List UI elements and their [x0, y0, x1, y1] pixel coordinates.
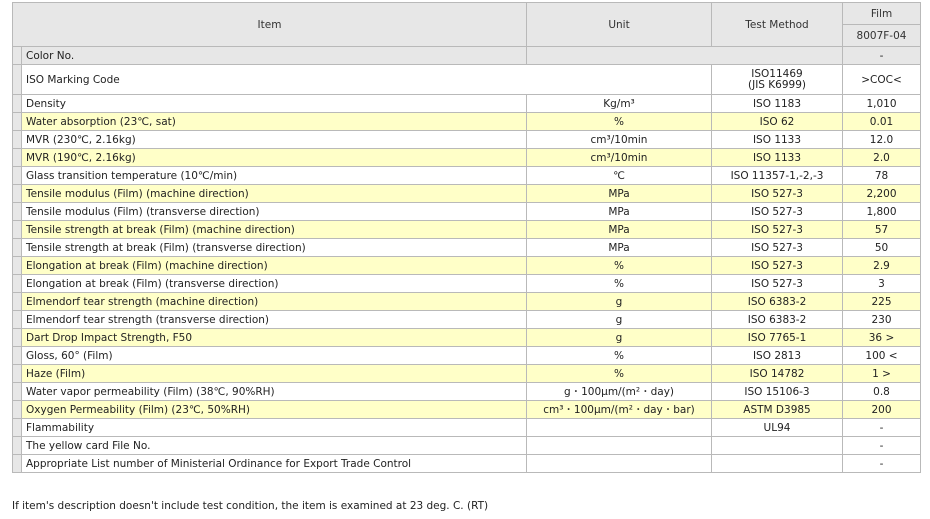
- row-item: Elmendorf tear strength (transverse direction): [22, 311, 527, 329]
- row-test-method: ISO 11357-1,-2,-3: [712, 167, 843, 185]
- row-item: Haze (Film): [22, 365, 527, 383]
- header-grade: 8007F-04: [843, 25, 921, 47]
- row-unit: MPa: [527, 221, 712, 239]
- table-row: [13, 329, 921, 347]
- row-value: 0.8: [843, 383, 921, 401]
- table-row: [13, 65, 921, 95]
- row-value: 1,800: [843, 203, 921, 221]
- table-row: [13, 347, 921, 365]
- row-value: 50: [843, 239, 921, 257]
- row-item: Elongation at break (Film) (transverse direction): [22, 275, 527, 293]
- row-value: 200: [843, 401, 921, 419]
- row-stub: [13, 47, 22, 65]
- row-test-method: ISO 6383-2: [712, 311, 843, 329]
- row-stub: [13, 167, 22, 185]
- row-item: Water vapor permeability (Film) (38℃, 90%RH): [22, 383, 527, 401]
- row-item: Elmendorf tear strength (machine direction): [22, 293, 527, 311]
- row-test-method: ISO 527-3: [712, 275, 843, 293]
- row-unit: %: [527, 365, 712, 383]
- row-unit: [527, 437, 712, 455]
- row-test-method: ISO 527-3: [712, 203, 843, 221]
- row-stub: [13, 437, 22, 455]
- row-value: 100 <: [843, 347, 921, 365]
- table-row: [13, 203, 921, 221]
- table-row: [13, 239, 921, 257]
- row-value: 12.0: [843, 131, 921, 149]
- row-value: -: [843, 419, 921, 437]
- row-stub: [13, 131, 22, 149]
- row-test-method: [712, 455, 843, 473]
- row-item: Oxygen Permeability (Film) (23℃, 50%RH): [22, 401, 527, 419]
- table-row: [13, 95, 921, 113]
- row-unit: [527, 419, 712, 437]
- row-value: 57: [843, 221, 921, 239]
- row-item: MVR (230℃, 2.16kg): [22, 131, 527, 149]
- row-test-method: ISO 1183: [712, 95, 843, 113]
- row-value: 1,010: [843, 95, 921, 113]
- row-unit: [527, 455, 712, 473]
- row-stub: [13, 239, 22, 257]
- row-item: Tensile modulus (Film) (machine direction): [22, 185, 527, 203]
- row-item: Gloss, 60° (Film): [22, 347, 527, 365]
- row-test-method: ISO 1133: [712, 149, 843, 167]
- row-unit: cm³/10min: [527, 149, 712, 167]
- row-test-method: ISO 14782: [712, 365, 843, 383]
- row-stub: [13, 185, 22, 203]
- row-stub: [13, 257, 22, 275]
- footnote: If item's description doesn't include test condition, the item is examined at 23 deg. C. (RT): [12, 500, 489, 512]
- header-test-method: Test Method: [712, 3, 843, 47]
- row-value: -: [843, 455, 921, 473]
- row-unit: ℃: [527, 167, 712, 185]
- table-row: [13, 221, 921, 239]
- row-item: Appropriate List number of Ministerial Ordinance for Export Trade Control: [22, 455, 527, 473]
- row-value: 225: [843, 293, 921, 311]
- table-row: [13, 455, 921, 473]
- table-row: [13, 401, 921, 419]
- row-stub: [13, 455, 22, 473]
- row-stub: [13, 65, 22, 95]
- row-test-method: ISO 7765-1: [712, 329, 843, 347]
- row-stub: [13, 401, 22, 419]
- row-test-method: UL94: [712, 419, 843, 437]
- header-film: Film: [843, 3, 921, 25]
- table-row: [13, 311, 921, 329]
- table-row: [13, 383, 921, 401]
- row-unit: cm³/10min: [527, 131, 712, 149]
- row-unit: cm³・100μm/(m²・day・bar): [527, 401, 712, 419]
- row-test-method-line2: (JIS K6999): [748, 78, 806, 91]
- table-row: [13, 149, 921, 167]
- row-unit: MPa: [527, 239, 712, 257]
- row-item: The yellow card File No.: [22, 437, 527, 455]
- row-stub: [13, 275, 22, 293]
- row-value: 36 >: [843, 329, 921, 347]
- row-item: Water absorption (23℃, sat): [22, 113, 527, 131]
- row-test-method: ISO 15106-3: [712, 383, 843, 401]
- row-unit: g: [527, 329, 712, 347]
- row-test-method: ISO 1133: [712, 131, 843, 149]
- row-test-method-line1: ISO11469: [751, 67, 803, 80]
- row-item: ISO Marking Code: [22, 65, 712, 95]
- row-unit: %: [527, 275, 712, 293]
- row-stub: [13, 95, 22, 113]
- row-stub: [13, 293, 22, 311]
- table-row: [13, 131, 921, 149]
- row-unit: %: [527, 257, 712, 275]
- row-test-method: ASTM D3985: [712, 401, 843, 419]
- row-item: Tensile strength at break (Film) (machine direction): [22, 221, 527, 239]
- row-value: 2.9: [843, 257, 921, 275]
- properties-table: [12, 2, 921, 473]
- row-value: 230: [843, 311, 921, 329]
- row-test-method: [712, 437, 843, 455]
- table-row: [13, 185, 921, 203]
- row-value: 3: [843, 275, 921, 293]
- row-stub: [13, 365, 22, 383]
- row-test-method: [712, 65, 843, 95]
- table-row: [13, 293, 921, 311]
- row-test-method: ISO 527-3: [712, 185, 843, 203]
- table-row: [13, 275, 921, 293]
- row-unit: %: [527, 347, 712, 365]
- row-unit: MPa: [527, 203, 712, 221]
- row-unit: [527, 47, 843, 65]
- table-row: [13, 437, 921, 455]
- row-value: >COC<: [843, 65, 921, 95]
- properties-body: [13, 47, 921, 473]
- header-unit: Unit: [527, 3, 712, 47]
- table-row: [13, 365, 921, 383]
- row-stub: [13, 113, 22, 131]
- row-value: 2,200: [843, 185, 921, 203]
- row-test-method: ISO 527-3: [712, 239, 843, 257]
- row-item: Flammability: [22, 419, 527, 437]
- row-unit: g・100μm/(m²・day): [527, 383, 712, 401]
- row-value: -: [843, 437, 921, 455]
- row-unit: Kg/m³: [527, 95, 712, 113]
- row-test-method: ISO 527-3: [712, 257, 843, 275]
- row-test-method: ISO 6383-2: [712, 293, 843, 311]
- row-unit: g: [527, 311, 712, 329]
- row-value: -: [843, 47, 921, 65]
- row-stub: [13, 419, 22, 437]
- table-row: [13, 113, 921, 131]
- row-item: Tensile modulus (Film) (transverse direction): [22, 203, 527, 221]
- row-item: Density: [22, 95, 527, 113]
- table-row: [13, 47, 921, 65]
- row-item: Tensile strength at break (Film) (transverse direction): [22, 239, 527, 257]
- row-stub: [13, 311, 22, 329]
- row-value: 1 >: [843, 365, 921, 383]
- row-stub: [13, 221, 22, 239]
- row-stub: [13, 203, 22, 221]
- row-item: Dart Drop Impact Strength, F50: [22, 329, 527, 347]
- header-item: Item: [13, 3, 527, 47]
- row-unit: g: [527, 293, 712, 311]
- row-item: MVR (190℃, 2.16kg): [22, 149, 527, 167]
- row-unit: %: [527, 113, 712, 131]
- table-row: [13, 167, 921, 185]
- table-row: [13, 419, 921, 437]
- row-unit: MPa: [527, 185, 712, 203]
- row-item: Glass transition temperature (10℃/min): [22, 167, 527, 185]
- row-value: 0.01: [843, 113, 921, 131]
- row-item: Color No.: [22, 47, 527, 65]
- row-value: 2.0: [843, 149, 921, 167]
- row-test-method: ISO 2813: [712, 347, 843, 365]
- row-item: Elongation at break (Film) (machine direction): [22, 257, 527, 275]
- row-stub: [13, 347, 22, 365]
- row-test-method: ISO 527-3: [712, 221, 843, 239]
- row-stub: [13, 383, 22, 401]
- row-stub: [13, 329, 22, 347]
- row-stub: [13, 149, 22, 167]
- row-test-method: ISO 62: [712, 113, 843, 131]
- table-row: [13, 257, 921, 275]
- row-value: 78: [843, 167, 921, 185]
